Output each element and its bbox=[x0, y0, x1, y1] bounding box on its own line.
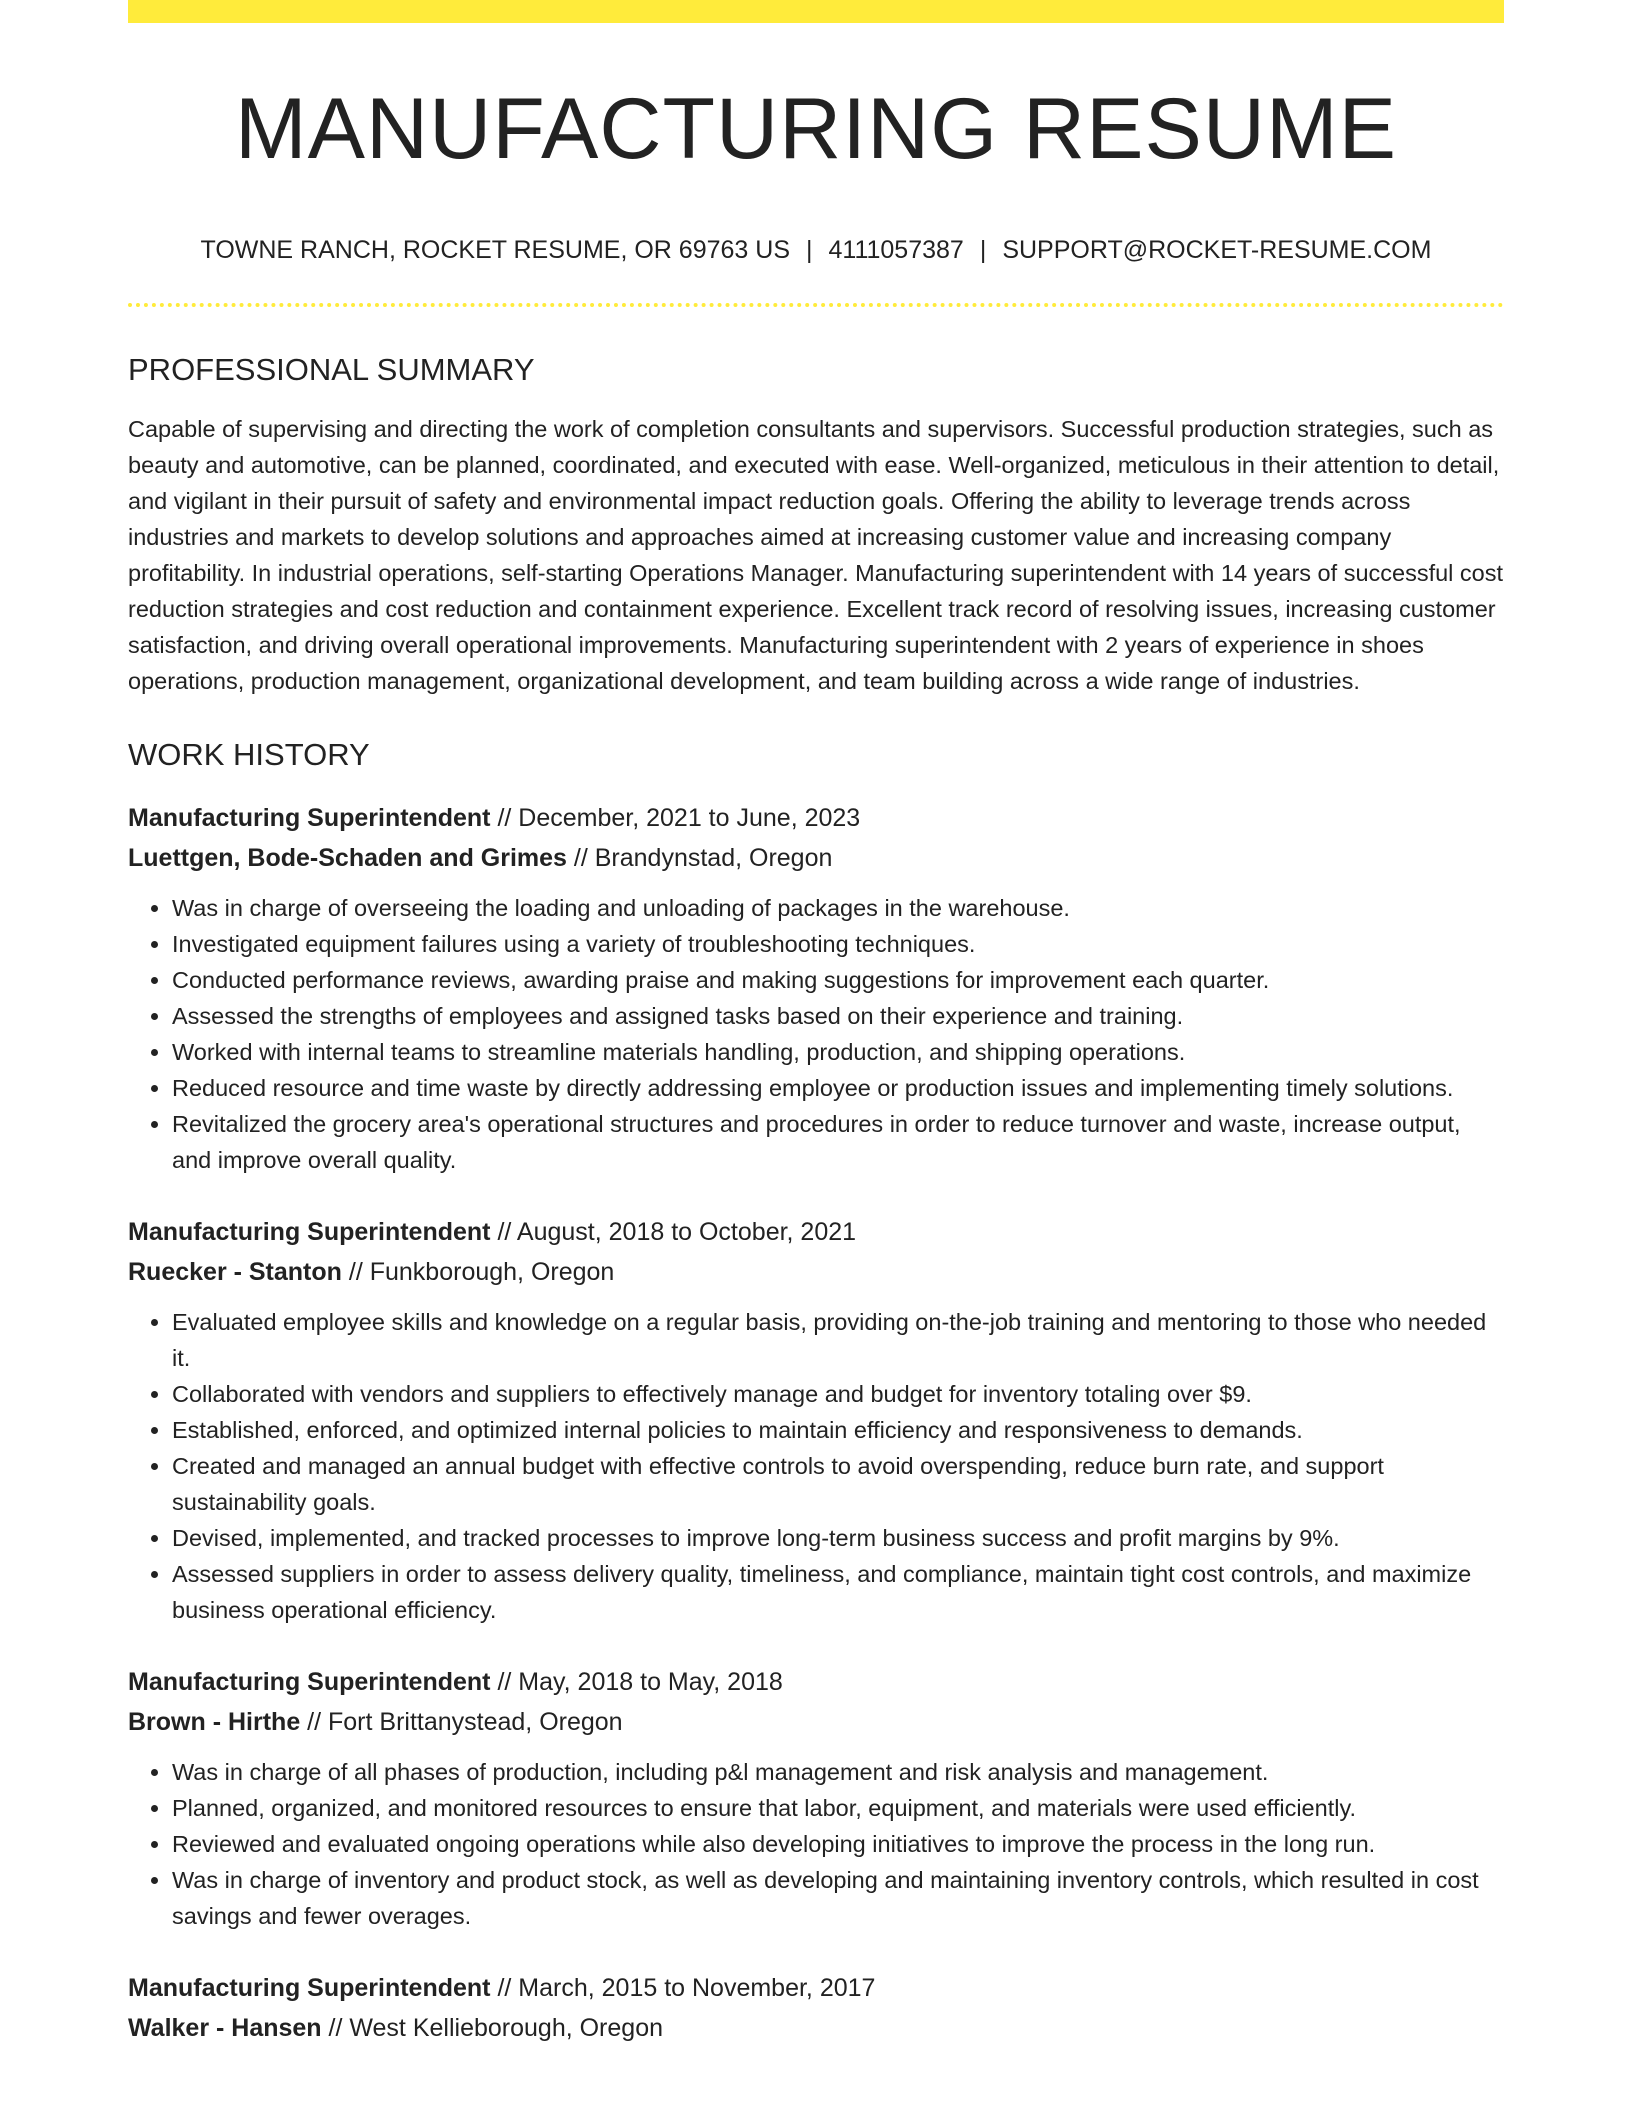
job-title-line bbox=[128, 1212, 1504, 1252]
resume-title: MANUFACTURING RESUME bbox=[235, 81, 1397, 177]
job-title: Manufacturing Superintendent bbox=[128, 1668, 491, 1696]
job-bullet: • Investigated equipment failures using a variety of troubleshooting techniques. bbox=[172, 926, 1504, 962]
job-bullet: • Established, enforced, and optimized internal policies to maintain efficiency and responsiveness to demands. bbox=[172, 1412, 1504, 1448]
job-dates: // May, 2018 to May, 2018 bbox=[497, 1668, 783, 1696]
contact-line bbox=[128, 238, 1504, 263]
resume-content bbox=[128, 0, 1504, 2048]
contact-address: TOWNE RANCH, ROCKET RESUME, OR 69763 US bbox=[200, 236, 790, 264]
job-entry bbox=[128, 1662, 1504, 1934]
job-bullet: • Conducted performance reviews, awarding praise and making suggestions for improvement each quarter. bbox=[172, 962, 1504, 998]
job-dates: // March, 2015 to November, 2017 bbox=[497, 1974, 876, 2002]
job-company-line bbox=[128, 2008, 1504, 2048]
job-bullet: • Reviewed and evaluated ongoing operations while also developing initiatives to improve the process in the long run. bbox=[172, 1826, 1504, 1862]
job-bullet: • Created and managed an annual budget with effective controls to avoid overspending, reduce burn rate, and support sustainability goals. bbox=[172, 1448, 1504, 1520]
contact-separator: | bbox=[806, 236, 813, 264]
job-bullet: • Worked with internal teams to streamline materials handling, production, and shipping operations. bbox=[172, 1034, 1504, 1070]
contact-separator: | bbox=[979, 236, 987, 264]
job-title-line bbox=[128, 1968, 1504, 2008]
work-history-list bbox=[128, 798, 1504, 2048]
job-company-line bbox=[128, 1252, 1504, 1292]
job-title: Manufacturing Superintendent bbox=[128, 1218, 491, 1246]
job-bullet: • Was in charge of overseeing the loading and unloading of packages in the warehouse. bbox=[172, 890, 1504, 926]
dotted-divider bbox=[128, 303, 1504, 307]
job-bullet: • Was in charge of inventory and product stock, as well as developing and maintaining inventory controls, which resulted in cost savings and fewer overages. bbox=[172, 1862, 1504, 1934]
job-location: // Fort Brittanystead, Oregon bbox=[307, 1708, 623, 1736]
job-dates: // December, 2021 to June, 2023 bbox=[497, 804, 861, 832]
job-location: // Funkborough, Oregon bbox=[348, 1258, 615, 1286]
contact-email: SUPPORT@ROCKET-RESUME.COM bbox=[1002, 236, 1432, 264]
job-dates: // August, 2018 to October, 2021 bbox=[497, 1218, 857, 1246]
job-company: Luettgen, Bode-Schaden and Grimes bbox=[128, 844, 567, 872]
job-location: // Brandynstad, Oregon bbox=[573, 844, 833, 872]
job-title: Manufacturing Superintendent bbox=[128, 804, 491, 832]
job-bullet: • Reduced resource and time waste by directly addressing employee or production issues and implementing timely solutions. bbox=[172, 1070, 1504, 1106]
job-bullet: • Planned, organized, and monitored resources to ensure that labor, equipment, and materials were used efficiently. bbox=[172, 1790, 1504, 1826]
accent-top-bar bbox=[128, 0, 1504, 23]
job-bullet: • Assessed suppliers in order to assess delivery quality, timeliness, and compliance, maintain tight cost controls, and maximize business operational efficiency. bbox=[172, 1556, 1504, 1628]
job-bullet: • Assessed the strengths of employees and assigned tasks based on their experience and training. bbox=[172, 998, 1504, 1034]
job-title-line bbox=[128, 798, 1504, 838]
summary-heading: PROFESSIONAL SUMMARY bbox=[128, 352, 535, 387]
job-company-line bbox=[128, 1702, 1504, 1742]
job-company: Brown - Hirthe bbox=[128, 1708, 301, 1736]
job-bullets bbox=[128, 890, 1504, 1178]
job-company: Walker - Hansen bbox=[128, 2014, 322, 2042]
job-bullets bbox=[128, 1754, 1504, 1934]
job-entry bbox=[128, 798, 1504, 1178]
job-bullet: • Revitalized the grocery area's operational structures and procedures in order to reduce turnover and waste, increase output, and improve overall quality. bbox=[172, 1106, 1504, 1178]
job-location: // West Kellieborough, Oregon bbox=[328, 2014, 663, 2042]
job-title-line bbox=[128, 1662, 1504, 1702]
job-bullet: • Devised, implemented, and tracked processes to improve long-term business success and profit margins by 9%. bbox=[172, 1520, 1504, 1556]
job-title: Manufacturing Superintendent bbox=[128, 1974, 491, 2002]
job-company: Ruecker - Stanton bbox=[128, 1258, 342, 1286]
contact-phone: 4111057387 bbox=[828, 236, 964, 264]
job-company-line bbox=[128, 838, 1504, 878]
job-bullet: • Evaluated employee skills and knowledge on a regular basis, providing on-the-job training and mentoring to those who needed it. bbox=[172, 1304, 1504, 1376]
job-entry bbox=[128, 1212, 1504, 1628]
job-bullet: • Collaborated with vendors and suppliers to effectively manage and budget for inventory totaling over $9. bbox=[172, 1376, 1504, 1412]
job-bullets bbox=[128, 1304, 1504, 1628]
job-bullet: • Was in charge of all phases of production, including p&l management and risk analysis and management. bbox=[172, 1754, 1504, 1790]
job-entry bbox=[128, 1968, 1504, 2048]
summary-text: Capable of supervising and directing the work of completion consultants and supervisors. Successful production strategies, such as beauty and automotive, can be planned, coordinated, and executed with ease. Well-organized, meticulous in their attention to detail, and vigilant in their pursuit of safety and environmental impact reduction goals. Offering the ability to leverage trends across industries and markets to develop solutions and approaches aimed at increasing customer value and increasing company profitability. In industrial operations, self-starting Operations Manager. Manufacturing superintendent with 14 years of successful cost reduction strategies and cost reduction and containment experience. Excellent track record of resolving issues, increasing customer satisfaction, and driving overall operational improvements. Manufacturing superintendent with 2 years of experience in shoes operations, production management, organizational development, and team building across a wide range of industries. bbox=[128, 416, 1504, 694]
work-history-heading: WORK HISTORY bbox=[128, 737, 370, 772]
